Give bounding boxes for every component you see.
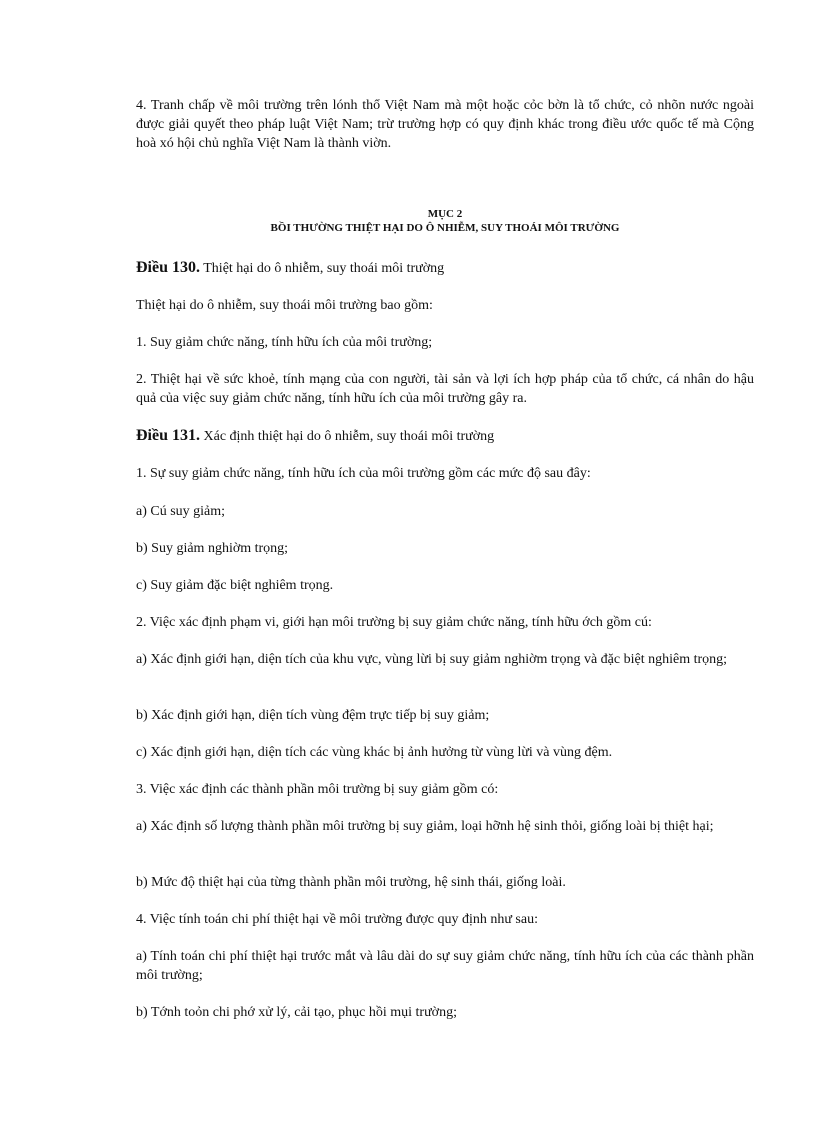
- section-label: MỤC 2: [427, 208, 463, 220]
- article-131-paragraph: 4. Việc tính toán chi phí thiệt hại về môi trường được quy định như sau:: [136, 912, 538, 927]
- article-131-paragraph: c) Xác định giới hạn, diện tích các vùng khác bị ảnh hưởng từ vùng lừi và vùng đệm.: [136, 745, 613, 760]
- article-131-paragraph: 3. Việc xác định các thành phần môi trường bị suy giảm gồm có:: [136, 782, 499, 797]
- article-130-title: Thiệt hại do ô nhiễm, suy thoái môi trường: [200, 261, 445, 276]
- article-131-paragraph: b) Suy giảm nghiờm trọng;: [136, 541, 289, 556]
- article-131-paragraph: a) Xác định số lượng thành phần môi trường bị suy giảm, loại hỡnh hệ sinh thỏi, giống loài bị thiệt hại;: [136, 819, 714, 834]
- article-130-paragraph: 2. Thiệt hại về sức khoẻ, tính mạng của con người, tài sản và lợi ích hợp pháp của tổ chức, cá nhân do hậu quả của việc suy giảm chức năng, tính hữu ích của môi trường gây ra.: [136, 372, 754, 406]
- article-131-paragraph: 1. Sự suy giảm chức năng, tính hữu ích của môi trường gồm các mức độ sau đây:: [136, 466, 591, 481]
- article-131-paragraph: c) Suy giảm đặc biệt nghiêm trọng.: [136, 578, 334, 593]
- article-131-paragraph: a) Cú suy giảm;: [136, 504, 226, 519]
- intro-paragraph: 4. Tranh chấp về môi trường trên lónh thổ Việt Nam mà một hoặc cỏc bờn là tổ chức, cỏ nhõn nước ngoài được giải quyết theo pháp luật Việt Nam; trừ trường hợp có quy định khác trong điều ước quốc tế mà Cộng hoà xó hội chủ nghĩa Việt Nam là thành viờn.: [136, 98, 754, 151]
- article-131-paragraph: b) Tớnh toỏn chi phớ xử lý, cải tạo, phục hồi mụi trường;: [136, 1005, 457, 1020]
- article-130-paragraph: Thiệt hại do ô nhiễm, suy thoái môi trường bao gồm:: [136, 298, 433, 313]
- article-131-paragraph: 2. Việc xác định phạm vi, giới hạn môi trường bị suy giảm chức năng, tính hữu ớch gồm cú:: [136, 615, 652, 630]
- article-131-title: Xác định thiệt hại do ô nhiễm, suy thoái môi trường: [200, 429, 495, 444]
- section-title: BỒI THƯỜNG THIỆT HẠI DO Ô NHIỄM, SUY THOÁI MÔI TRƯỜNG: [270, 222, 620, 234]
- article-131-paragraph: a) Xác định giới hạn, diện tích của khu vực, vùng lừi bị suy giảm nghiờm trọng và đặc biệt nghiêm trọng;: [136, 652, 728, 667]
- article-131-heading: [136, 426, 754, 447]
- article-131-paragraph: b) Xác định giới hạn, diện tích vùng đệm trực tiếp bị suy giảm;: [136, 708, 490, 723]
- article-131-paragraph: b) Mức độ thiệt hại của từng thành phần môi trường, hệ sinh thái, giống loài.: [136, 875, 566, 890]
- article-130-number: Điều 130.: [136, 259, 200, 276]
- article-130-heading: [136, 258, 754, 279]
- article-130-paragraph: 1. Suy giảm chức năng, tính hữu ích của môi trường;: [136, 335, 433, 350]
- article-131-paragraph: a) Tính toán chi phí thiệt hại trước mắt và lâu dài do sự suy giảm chức năng, tính hữu ích của các thành phần môi trường;: [136, 949, 754, 983]
- article-131-number: Điều 131.: [136, 427, 200, 444]
